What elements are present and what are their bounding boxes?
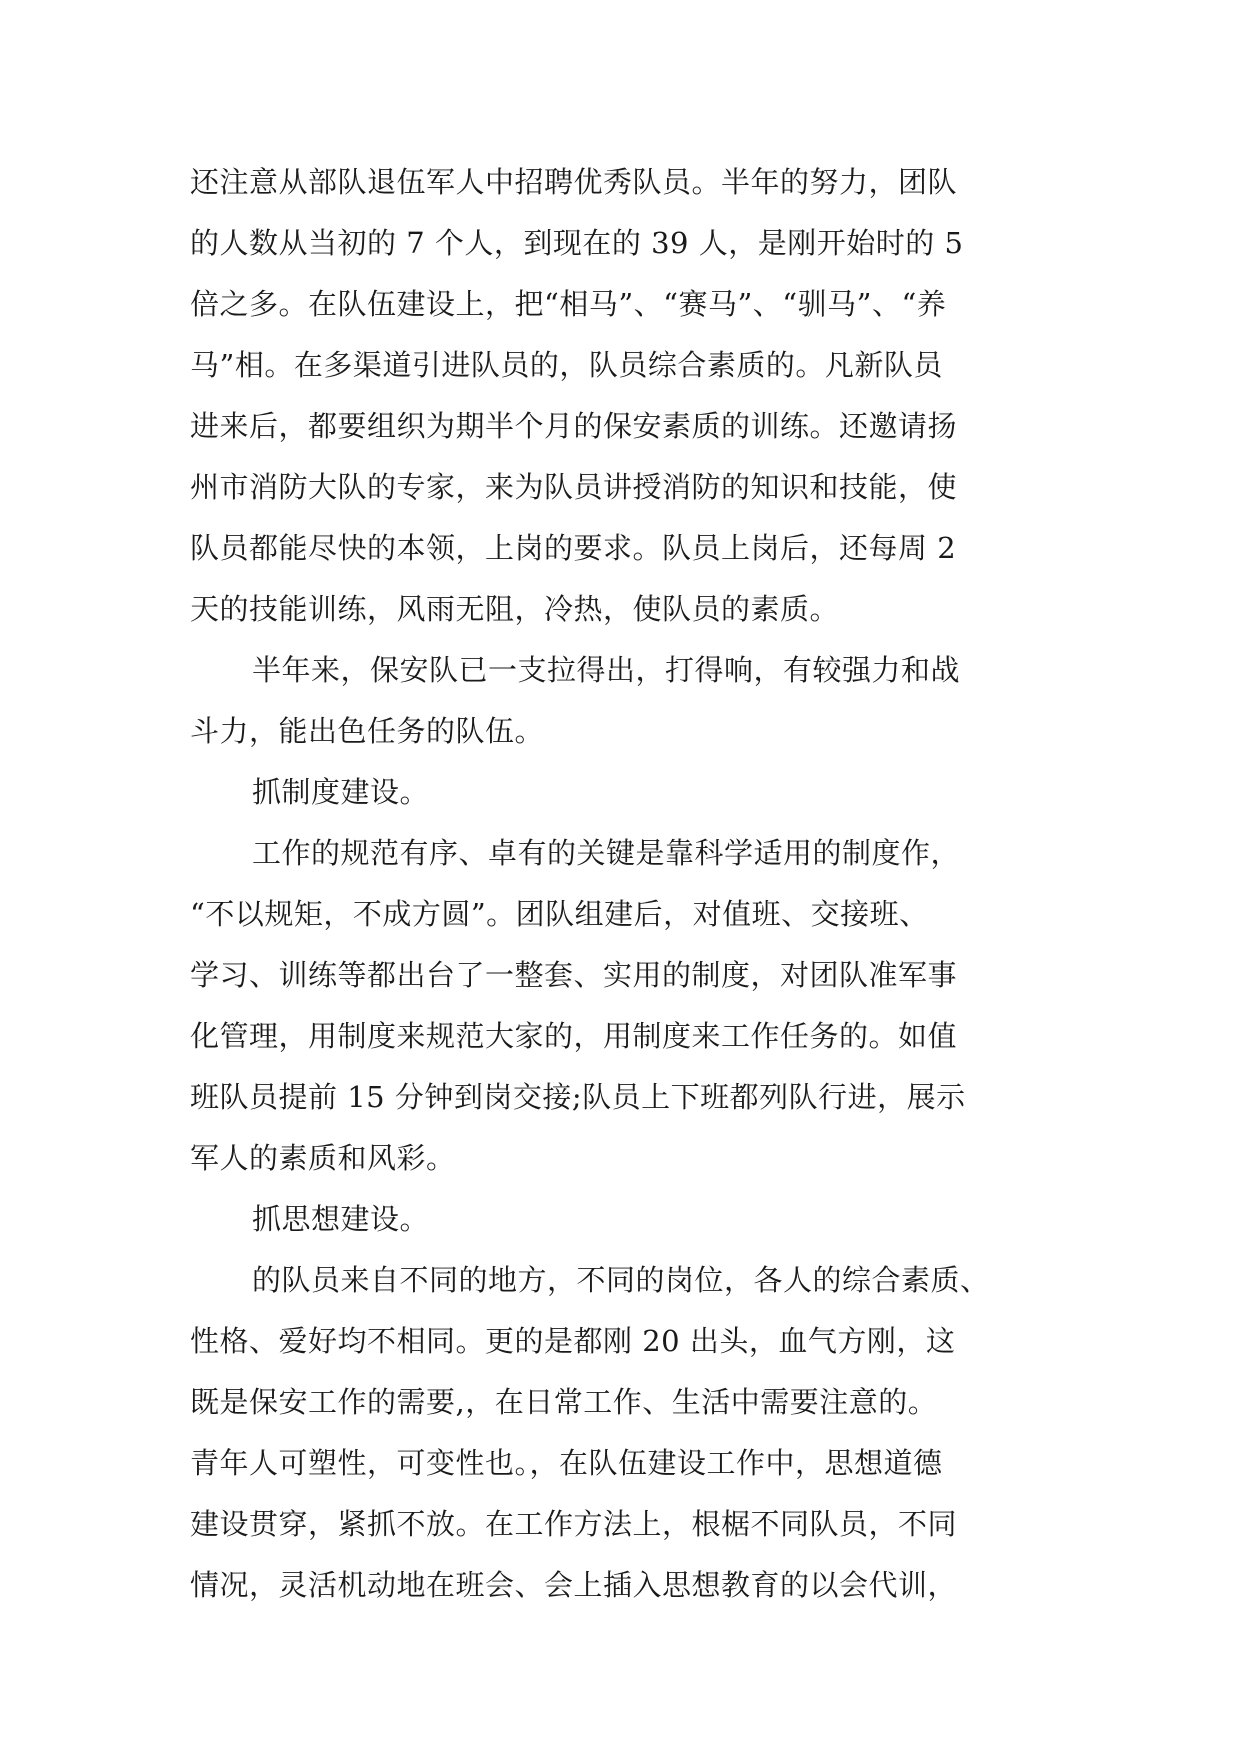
document-body: [190, 152, 1060, 1616]
text-line: 天的技能训练，风雨无阻，冷热，使队员的素质。: [190, 592, 840, 626]
text-line: 进来后，都要组织为期半个月的保安素质的训练。还邀请扬: [190, 409, 958, 443]
text-line: 既是保安工作的需要,，在日常工作、生活中需要注意的。: [190, 1385, 938, 1419]
paragraph-first-line: 的队员来自不同的地方，不同的岗位，各人的综合素质、: [252, 1263, 990, 1297]
paragraph-first-line: 工作的规范有序、卓有的关键是靠科学适用的制度作，: [252, 836, 961, 870]
text-line: 马”相。在多渠道引进队员的，队员综合素质的。凡新队员: [190, 348, 943, 382]
section-heading: 抓思想建设。: [252, 1202, 430, 1236]
text-line: 倍之多。在队伍建设上，把“相马”、“赛马”、“驯马”、“养: [190, 287, 947, 321]
text-line: 州市消防大队的专家，来为队员讲授消防的知识和技能，使: [190, 470, 958, 504]
paragraph-first-line: 半年来，保安队已一支拉得出，打得响，有较强力和战: [252, 653, 961, 687]
text-line: 队员都能尽快的本领，上岗的要求。队员上岗后，还每周 2: [190, 531, 957, 565]
text-line: 军人的素质和风彩。: [190, 1141, 456, 1175]
text-line: 还注意从部队退伍军人中招聘优秀队员。半年的努力，团队: [190, 165, 958, 199]
text-line: 斗力，能出色任务的队伍。: [190, 714, 545, 748]
text-line: 青年人可塑性，可变性也。，在队伍建设工作中，思想道德: [190, 1446, 943, 1480]
text-line: 建设贯穿，紧抓不放。在工作方法上，根椐不同队员，不同: [190, 1507, 958, 1541]
text-line: 班队员提前 15 分钟到岗交接;队员上下班都列队行进，展示: [190, 1080, 966, 1114]
text-line: 性格、爱好均不相同。更的是都刚 20 出头，血气方刚，这: [190, 1324, 956, 1358]
text-line: 情况，灵活机动地在班会、会上插入思想教育的以会代训，: [190, 1568, 958, 1602]
text-line: 的人数从当初的 7 个人，到现在的 39 人，是刚开始时的 5: [190, 226, 964, 260]
text-line: 学习、训练等都出台了一整套、实用的制度，对团队准军事: [190, 958, 958, 992]
text-line: “不以规矩，不成方圆”。团队组建后，对值班、交接班、: [190, 897, 929, 931]
text-line: 化管理，用制度来规范大家的，用制度来工作任务的。如值: [190, 1019, 958, 1053]
section-heading: 抓制度建设。: [252, 775, 430, 809]
